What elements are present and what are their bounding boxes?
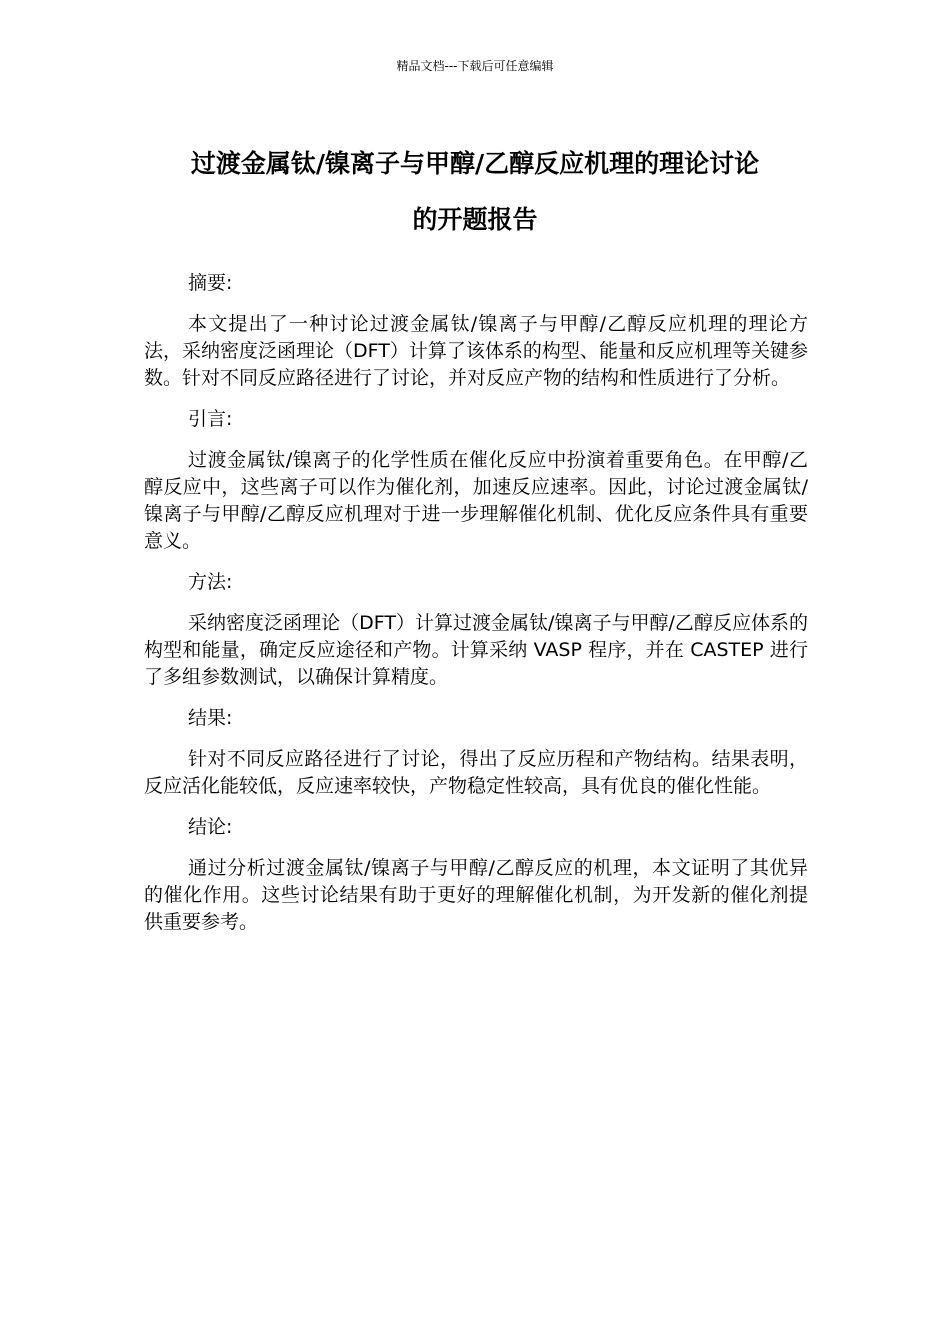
title-line-1: 过渡金属钛/镍离子与甲醇/乙醇反应机理的理论讨论 (190, 149, 760, 178)
conclusion-label: 结论: (188, 816, 233, 838)
document-body (144, 270, 808, 950)
abstract-label: 摘要: (188, 272, 233, 294)
introduction-label: 引言: (188, 408, 233, 430)
method-label: 方法: (188, 571, 233, 593)
abstract-paragraph: 本文提出了一种讨论过渡金属钛/镍离子与甲醇/乙醇反应机理的理论方法，采纳密度泛函理论（DFT）计算了该体系的构型、能量和反应机理等关键参数。针对不同反应路径进行了讨论，并对反应产物的结构和性质进行了分析。 (144, 313, 808, 389)
method-paragraph: 采纳密度泛函理论（DFT）计算过渡金属钛/镍离子与甲醇/乙醇反应体系的构型和能量，确定反应途径和产物。计算采纳 VASP 程序，并在 CASTEP 进行了多组参数测试，以确保计算精度。 (144, 612, 808, 688)
introduction-paragraph: 过渡金属钛/镍离子的化学性质在催化反应中扮演着重要角色。在甲醇/乙醇反应中，这些离子可以作为催化剂，加速反应速率。因此，讨论过渡金属钛/镍离子与甲醇/乙醇反应机理对于进一步理解催化机制、优化反应条件具有重要意义。 (144, 449, 808, 552)
conclusion-paragraph: 通过分析过渡金属钛/镍离子与甲醇/乙醇反应的机理，本文证明了其优异的催化作用。这些讨论结果有助于更好的理解催化机制，为开发新的催化剂提供重要参考。 (144, 857, 808, 933)
header-note: 精品文档---下载后可任意编辑 (396, 59, 554, 73)
results-label: 结果: (188, 707, 233, 729)
results-paragraph: 针对不同反应路径进行了讨论，得出了反应历程和产物结构。结果表明，反应活化能较低，反应速率较快，产物稳定性较高，具有优良的催化性能。 (144, 748, 808, 797)
document-title (140, 136, 810, 248)
title-line-2: 的开题报告 (412, 205, 538, 234)
